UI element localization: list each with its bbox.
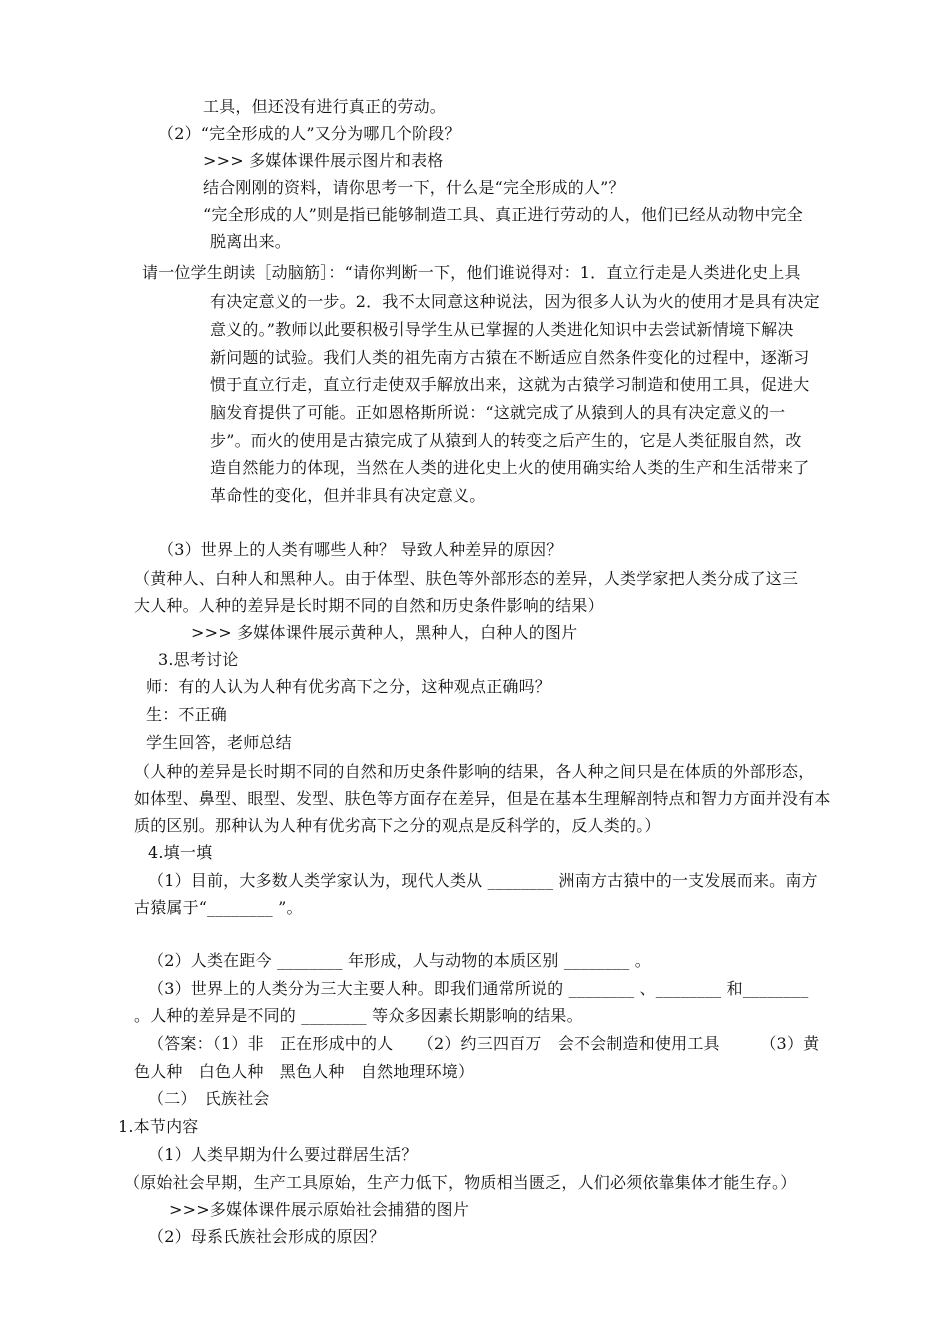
text-line: （原始社会早期，生产工具原始，生产力低下，物质相当匮乏，人们必须依靠集体才能生存。）: [124, 1173, 797, 1192]
text-line: （黄种人、白种人和黑种人。由于体型、肤色等外部形态的差异，人类学家把人类分成了这三: [134, 569, 799, 588]
text-line: （1）人类早期为什么要过群居生活？: [148, 1145, 418, 1164]
text-line: 脑发育提供了可能。正如恩格斯所说：“这就完成了从猿到人的具有决定意义的一: [210, 403, 786, 422]
text-line: 学生回答，老师总结: [146, 733, 292, 752]
text-line: 3.思考讨论: [158, 650, 239, 669]
text-line: 师：有的人认为人种有优劣高下之分，这种观点正确吗？: [146, 677, 552, 696]
text-line: （二） 氏族社会: [148, 1089, 270, 1108]
text-line: “完全形成的人”则是指已能够制造工具、真正进行劳动的人，他们已经从动物中完全: [203, 205, 803, 224]
text-line: 结合刚刚的资料，请你思考一下，什么是“完全形成的人”？: [203, 178, 625, 197]
text-line: 意义的。”教师以此要积极引导学生从已掌握的人类进化知识中去尝试新情境下解决: [210, 320, 794, 339]
text-line: 生：不正确: [146, 705, 228, 724]
text-line: >>>多媒体课件展示原始社会捕猎的图片: [169, 1200, 470, 1219]
text-line: >>> 多媒体课件展示图片和表格: [203, 151, 444, 170]
text-line: 造自然能力的体现，当然在人类的进化史上火的使用确实给人类的生产和生活带来了: [210, 458, 810, 477]
text-line: 革命性的变化，但并非具有决定意义。: [210, 486, 486, 505]
text-line: （2）“完全形成的人”又分为哪几个阶段？: [158, 124, 461, 143]
text-line: 4.填一填: [148, 843, 213, 862]
text-line: 新问题的试验。我们人类的祖先南方古猿在不断适应自然条件变化的过程中，逐渐习: [210, 348, 810, 367]
text-line: 色人种 白色人种 黑色人种 自然地理环境）: [134, 1062, 475, 1081]
text-line: 工具，但还没有进行真正的劳动。: [203, 97, 447, 116]
text-line: 1.本节内容: [118, 1117, 199, 1136]
text-line: 质的区别。那种认为人种有优劣高下之分的观点是反科学的，反人类的。）: [134, 816, 661, 835]
text-line: （答案：（1）非 正在形成中的人 （2）约三四百万 会不会制造和使用工具 （3）黄: [148, 1034, 820, 1053]
text-line: 古猿属于“________ ”。: [134, 898, 303, 917]
text-line: （1）目前，大多数人类学家认为，现代人类从 ________ 洲南方古猿中的一支发展而来。南方: [148, 871, 818, 890]
text-line: 有决定意义的一步。2．我不太同意这种说法，因为很多人认为火的使用才是具有决定: [210, 292, 820, 311]
text-line: 步”。而火的使用是古猿完成了从猿到人的转变之后产生的，它是人类征服自然，改: [210, 431, 802, 450]
text-line: 。人种的差异是不同的 ________ 等众多因素长期影响的结果。: [134, 1006, 583, 1025]
text-line: （2）母系氏族社会形成的原因？: [148, 1227, 386, 1246]
text-line: 脱离出来。: [210, 232, 292, 251]
text-line: 如体型、鼻型、眼型、发型、肤色等方面存在差异，但是在基本生理解剖特点和智力方面并没有本: [134, 789, 831, 808]
text-line: （3）世界上的人类分为三大主要人种。即我们通常所说的 ________ 、________ 和________: [148, 979, 809, 998]
text-line: 请一位学生朗读［动脑筋］：“请你判断一下，他们谁说得对：1．直立行走是人类进化史上具: [142, 263, 801, 282]
text-line: 惯于直立行走，直立行走使双手解放出来，这就为古猿学习制造和使用工具，促进大: [210, 375, 810, 394]
text-line: 大人种。人种的差异是长时期不同的自然和历史条件影响的结果）: [134, 596, 604, 615]
text-line: >>> 多媒体课件展示黄种人，黑种人，白种人的图片: [191, 623, 578, 642]
text-line: （3）世界上的人类有哪些人种？ 导致人种差异的原因？: [158, 540, 563, 559]
text-line: （2）人类在距今 ________ 年形成，人与动物的本质区别 ________ 。: [148, 951, 651, 970]
text-line: （人种的差异是长时期不同的自然和历史条件影响的结果，各人种之间只是在体质的外部形态，: [134, 762, 815, 781]
